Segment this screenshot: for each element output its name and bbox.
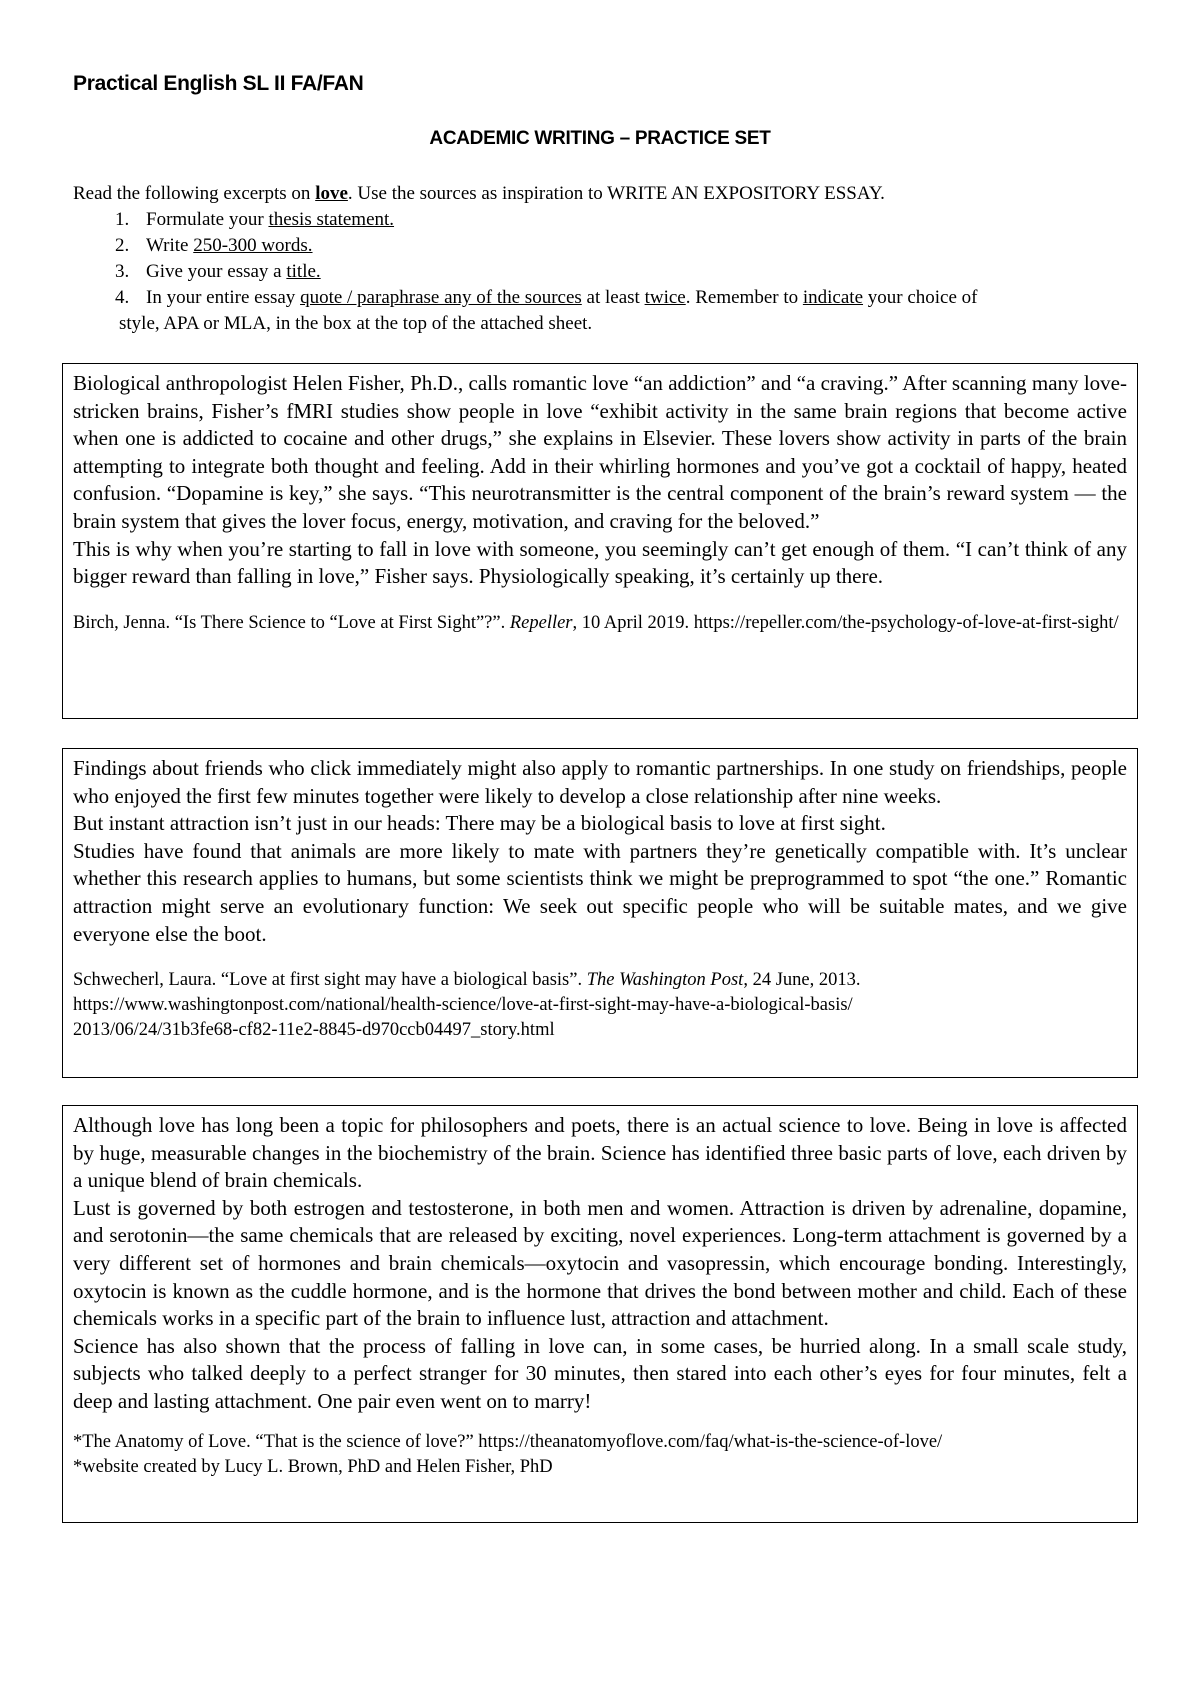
source-paragraph: Biological anthropologist Helen Fisher, Ph.D., calls romantic love “an addiction” and “a craving.” After scanning many love-stricken brains, Fisher’s fMRI studies show people in love “exhibit activity in the same brain regions that become active when one is addicted to cocaine and other drugs,” she explains in Elsevier. These lovers show activity in parts of the brain attempting to integrate both thought and feeling. Add in their whirling hormones and you’ve got a cocktail of happy, heated confusion. “Dopamine is key,” she says. “This neurotransmitter is the central component of the brain’s reward system — the brain system that gives the lover focus, energy, motivation, and craving for the beloved.”: [73, 371, 1127, 533]
citation-publication: The Washington Post: [586, 970, 744, 991]
source-citation: [73, 611, 1127, 636]
step-emphasis: twice: [644, 287, 686, 308]
step-text: Give your essay a: [146, 261, 287, 282]
intro-topic: love: [315, 183, 348, 204]
source-box-2: [62, 748, 1138, 1078]
step-emphasis: title.: [286, 261, 321, 282]
source-paragraph: This is why when you’re starting to fall in love with someone, you seemingly can’t get enough of them. “I can’t think of any bigger reward than falling in love,” Fisher says. Physiologically speaking, it’s certainly up there.: [73, 536, 1127, 589]
step-text-continued: style, APA or MLA, in the box at the top of the attached sheet.: [119, 313, 593, 334]
citation-credit: *website created by Lucy L. Brown, PhD and Helen Fisher, PhD: [73, 1456, 553, 1477]
step-number: 3.: [115, 261, 130, 282]
step-number: 4.: [115, 287, 130, 308]
citation-text: *The Anatomy of Love. “That is the science of love?” https://theanatomyoflove.com/faq/what-is-the-science-of-love/: [73, 1431, 943, 1452]
citation-text: Birch, Jenna. “Is There Science to “Love at First Sight”?”.: [73, 612, 510, 633]
step-text: Formulate your: [146, 209, 269, 230]
step-emphasis: thesis statement.: [268, 209, 395, 230]
step-text: your choice of: [863, 287, 978, 308]
source-box-3: [62, 1105, 1138, 1523]
source-box-1: [62, 363, 1138, 719]
source-citation: [73, 968, 1127, 1043]
step-text: . Remember to: [685, 287, 803, 308]
practice-set-title: ACADEMIC WRITING – PRACTICE SET: [429, 128, 771, 149]
instructions: [73, 181, 1139, 337]
course-title: Practical English SL II FA/FAN: [73, 72, 364, 95]
step-text: Write: [146, 235, 194, 256]
source-paragraph: Findings about friends who click immediately might also apply to romantic partnerships. In one study on friendships, people who enjoyed the first few minutes together were likely to develop a close relationship after nine weeks.: [73, 756, 1127, 808]
instructions-intro: [73, 181, 1139, 207]
citation-text: Schwecherl, Laura. “Love at first sight may have a biological basis”.: [73, 970, 587, 991]
step-number: 2.: [115, 235, 130, 256]
step-number: 1.: [115, 209, 130, 230]
step-3: [73, 259, 1139, 285]
step-4: [73, 285, 1139, 337]
source-paragraph: Although love has long been a topic for philosophers and poets, there is an actual science to love. Being in love is affected by huge, measurable changes in the biochemistry of the brain. Science has identified three basic parts of love, each driven by a unique blend of brain chemicals.: [73, 1113, 1127, 1193]
intro-text: Read the following excerpts on: [73, 183, 316, 204]
step-1: [73, 207, 1139, 233]
source-paragraph: Science has also shown that the process of falling in love can, in some cases, be hurried along. In a small scale study, subjects who talked deeply to a perfect stranger for 30 minutes, then stared into each other’s eyes for four minutes, felt a deep and lasting attachment. One pair even went on to marry!: [73, 1333, 1127, 1413]
step-emphasis: indicate: [802, 287, 864, 308]
step-text: at least: [581, 287, 645, 308]
intro-text-end: . Use the sources as inspiration to WRITE AN EXPOSITORY ESSAY.: [347, 183, 885, 204]
source-paragraph: Studies have found that animals are more likely to mate with partners they’re genetically compatible with. It’s unclear whether this research applies to humans, but some scientists think we might be preprogrammed to spot “the one.” Romantic attraction might serve an evolutionary function: We seek out specific people who will be suitable mates, and we give everyone else the boot.: [73, 838, 1127, 946]
citation-url: https://www.washingtonpost.com/national/health-science/love-at-first-sight-may-have-a-biological-basis/: [73, 995, 853, 1016]
source-citation: [73, 1430, 1127, 1480]
step-emphasis: quote / paraphrase any of the sources: [300, 287, 582, 308]
citation-publication: Repeller: [509, 612, 573, 633]
citation-text-end: , 10 April 2019. https://repeller.com/the-psychology-of-love-at-first-sight/: [572, 612, 1119, 633]
source-paragraph: But instant attraction isn’t just in our heads: There may be a biological basis to love at first sight.: [73, 811, 886, 836]
step-text: In your entire essay: [146, 287, 301, 308]
citation-url: 2013/06/24/31b3fe68-cf82-11e2-8845-d970ccb04497_story.html: [73, 1020, 555, 1041]
step-2: [73, 233, 1139, 259]
citation-text-end: , 24 June, 2013.: [743, 970, 861, 991]
source-paragraph: Lust is governed by both estrogen and testosterone, in both men and women. Attraction is driven by adrenaline, dopamine, and serotonin—the same chemicals that are released by exciting, novel experiences. Long-term attachment is governed by a very different set of hormones and brain chemicals—oxytocin and vasopressin, which encourage bonding. Interestingly, oxytocin is known as the cuddle hormone, and is the hormone that drives the bond between mother and child. Each of these chemicals works in a specific part of the brain to influence lust, attraction and attachment.: [73, 1195, 1127, 1331]
step-emphasis: 250-300 words.: [193, 235, 313, 256]
instruction-steps: [73, 207, 1139, 337]
